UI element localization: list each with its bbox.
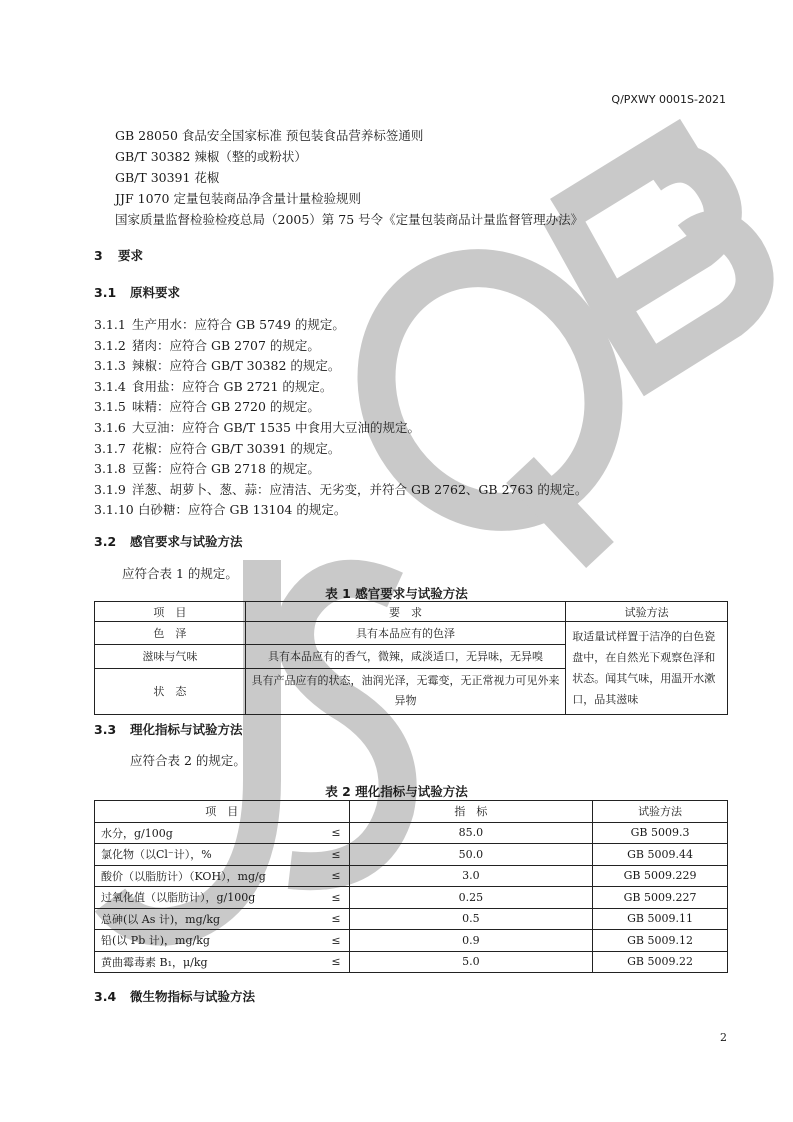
table-cell-item: 水分，g/100g: [95, 822, 320, 844]
table-cell-value: 0.5: [349, 908, 593, 930]
table-cell-method: GB 5009.44: [593, 844, 728, 866]
table-cell-method: GB 5009.3: [593, 822, 728, 844]
table-cell: 具有本品应有的香气，微辣，咸淡适口，无异味，无异嗅: [245, 645, 565, 668]
table-row: [95, 865, 728, 887]
table-row: [95, 887, 728, 909]
table-cell-value: 5.0: [349, 951, 593, 973]
table-row: [95, 822, 728, 844]
table-header-row: [95, 602, 728, 622]
reference-line: GB 28050 食品安全国家标准 预包装食品营养标签通则: [115, 128, 424, 143]
table-cell-symbol: ≤: [319, 908, 349, 930]
table-cell-item: 铅(以 Pb 计)，mg/kg: [95, 930, 320, 952]
table-cell-method: GB 5009.11: [593, 908, 728, 930]
raw-material-item: 3.1.9 洋葱、胡萝卜、葱、蒜：应清洁、无劣变，并符合 GB 2762、GB 2763 的规定。: [94, 482, 588, 497]
raw-material-item: 3.1.8 豆酱：应符合 GB 2718 的规定。: [94, 461, 320, 476]
table-row: [95, 908, 728, 930]
table-cell-item: 氯化物（以Cl⁻计），%: [95, 844, 320, 866]
section-3-1-heading: 3.1 原料要求: [94, 285, 181, 300]
section-3-4-heading: 3.4 微生物指标与试验方法: [94, 989, 256, 1004]
page-number: 2: [720, 1031, 727, 1044]
reference-line: 国家质量监督检验检疫总局（2005）第 75 号令《定量包装商品计量监督管理办法》: [115, 212, 584, 227]
table-1-caption: 表 1 感官要求与试验方法: [325, 586, 468, 601]
table-row: [95, 930, 728, 952]
raw-material-item: 3.1.6 大豆油：应符合 GB/T 1535 中食用大豆油的规定。: [94, 420, 420, 435]
table-header-cell: 试验方法: [593, 801, 728, 823]
table-header-cell: 要 求: [245, 602, 565, 622]
table-cell: 状 态: [95, 668, 246, 715]
table-cell-item: 过氧化值（以脂肪计），g/100g: [95, 887, 320, 909]
table-2-caption: 表 2 理化指标与试验方法: [325, 784, 468, 799]
table-cell-method: GB 5009.227: [593, 887, 728, 909]
table-row: [95, 622, 728, 645]
section-3-3-heading: 3.3 理化指标与试验方法: [94, 722, 243, 737]
watermark-b-stroke: [560, 135, 755, 370]
table-cell-item: 总砷(以 As 计)，mg/kg: [95, 908, 320, 930]
table-header-cell: 项 目: [95, 801, 350, 823]
table-cell-symbol: ≤: [319, 865, 349, 887]
table-cell-item: 酸价（以脂肪计）（KOH），mg/g: [95, 865, 320, 887]
table-cell: 滋味与气味: [95, 645, 246, 668]
table-cell-item: 黄曲霉毒素 B₁，μ/kg: [95, 951, 320, 973]
watermark-q-ring: [334, 228, 646, 552]
table-cell-value: 85.0: [349, 822, 593, 844]
table-cell-method: GB 5009.229: [593, 865, 728, 887]
table-cell-method: GB 5009.12: [593, 930, 728, 952]
table-cell: 色 泽: [95, 622, 246, 645]
table-cell-symbol: ≤: [319, 930, 349, 952]
table-cell-symbol: ≤: [319, 844, 349, 866]
table-header-cell: 指 标: [349, 801, 593, 823]
raw-material-item: 3.1.2 猪肉：应符合 GB 2707 的规定。: [94, 338, 320, 353]
reference-line: GB/T 30382 辣椒（整的或粉状）: [115, 149, 307, 164]
raw-material-item: 3.1.5 味精：应符合 GB 2720 的规定。: [94, 399, 320, 414]
raw-material-item: 3.1.4 食用盐：应符合 GB 2721 的规定。: [94, 379, 333, 394]
table-row: [95, 844, 728, 866]
table-cell-symbol: ≤: [319, 822, 349, 844]
table-header-cell: 试验方法: [566, 602, 728, 622]
table-cell-value: 0.25: [349, 887, 593, 909]
table-row: [95, 951, 728, 973]
section-3-3-intro: 应符合表 2 的规定。: [130, 753, 246, 768]
table-cell-value: 3.0: [349, 865, 593, 887]
document-code: Q/PXWY 0001S-2021: [611, 93, 726, 106]
table-cell-symbol: ≤: [319, 951, 349, 973]
table-cell: 具有本品应有的色泽: [245, 622, 565, 645]
physicochemical-table: [94, 800, 728, 973]
table-cell-method: 取适量试样置于洁净的白色瓷盘中，在自然光下观察色泽和状态。闻其气味，用温开水漱口，品其滋味: [566, 622, 728, 715]
raw-material-item: 3.1.10 白砂糖：应符合 GB 13104 的规定。: [94, 502, 347, 517]
sensory-table: [94, 601, 728, 715]
reference-line: JJF 1070 定量包装商品净含量计量检验规则: [115, 191, 361, 206]
table-header-cell: 项 目: [95, 602, 246, 622]
raw-material-item: 3.1.3 辣椒：应符合 GB/T 30382 的规定。: [94, 358, 341, 373]
raw-material-item: 3.1.1 生产用水：应符合 GB 5749 的规定。: [94, 317, 345, 332]
table-header-row: [95, 801, 728, 823]
table-cell-method: GB 5009.22: [593, 951, 728, 973]
section-3-heading: 3 要求: [94, 248, 144, 263]
table-cell: 具有产品应有的状态，油润光泽，无霉变，无正常视力可见外来异物: [245, 668, 565, 715]
table-cell-value: 0.9: [349, 930, 593, 952]
reference-line: GB/T 30391 花椒: [115, 170, 220, 185]
raw-material-item: 3.1.7 花椒：应符合 GB/T 30391 的规定。: [94, 441, 341, 456]
section-3-2-heading: 3.2 感官要求与试验方法: [94, 534, 243, 549]
section-3-2-intro: 应符合表 1 的规定。: [122, 566, 238, 581]
table-cell-value: 50.0: [349, 844, 593, 866]
table-cell-symbol: ≤: [319, 887, 349, 909]
